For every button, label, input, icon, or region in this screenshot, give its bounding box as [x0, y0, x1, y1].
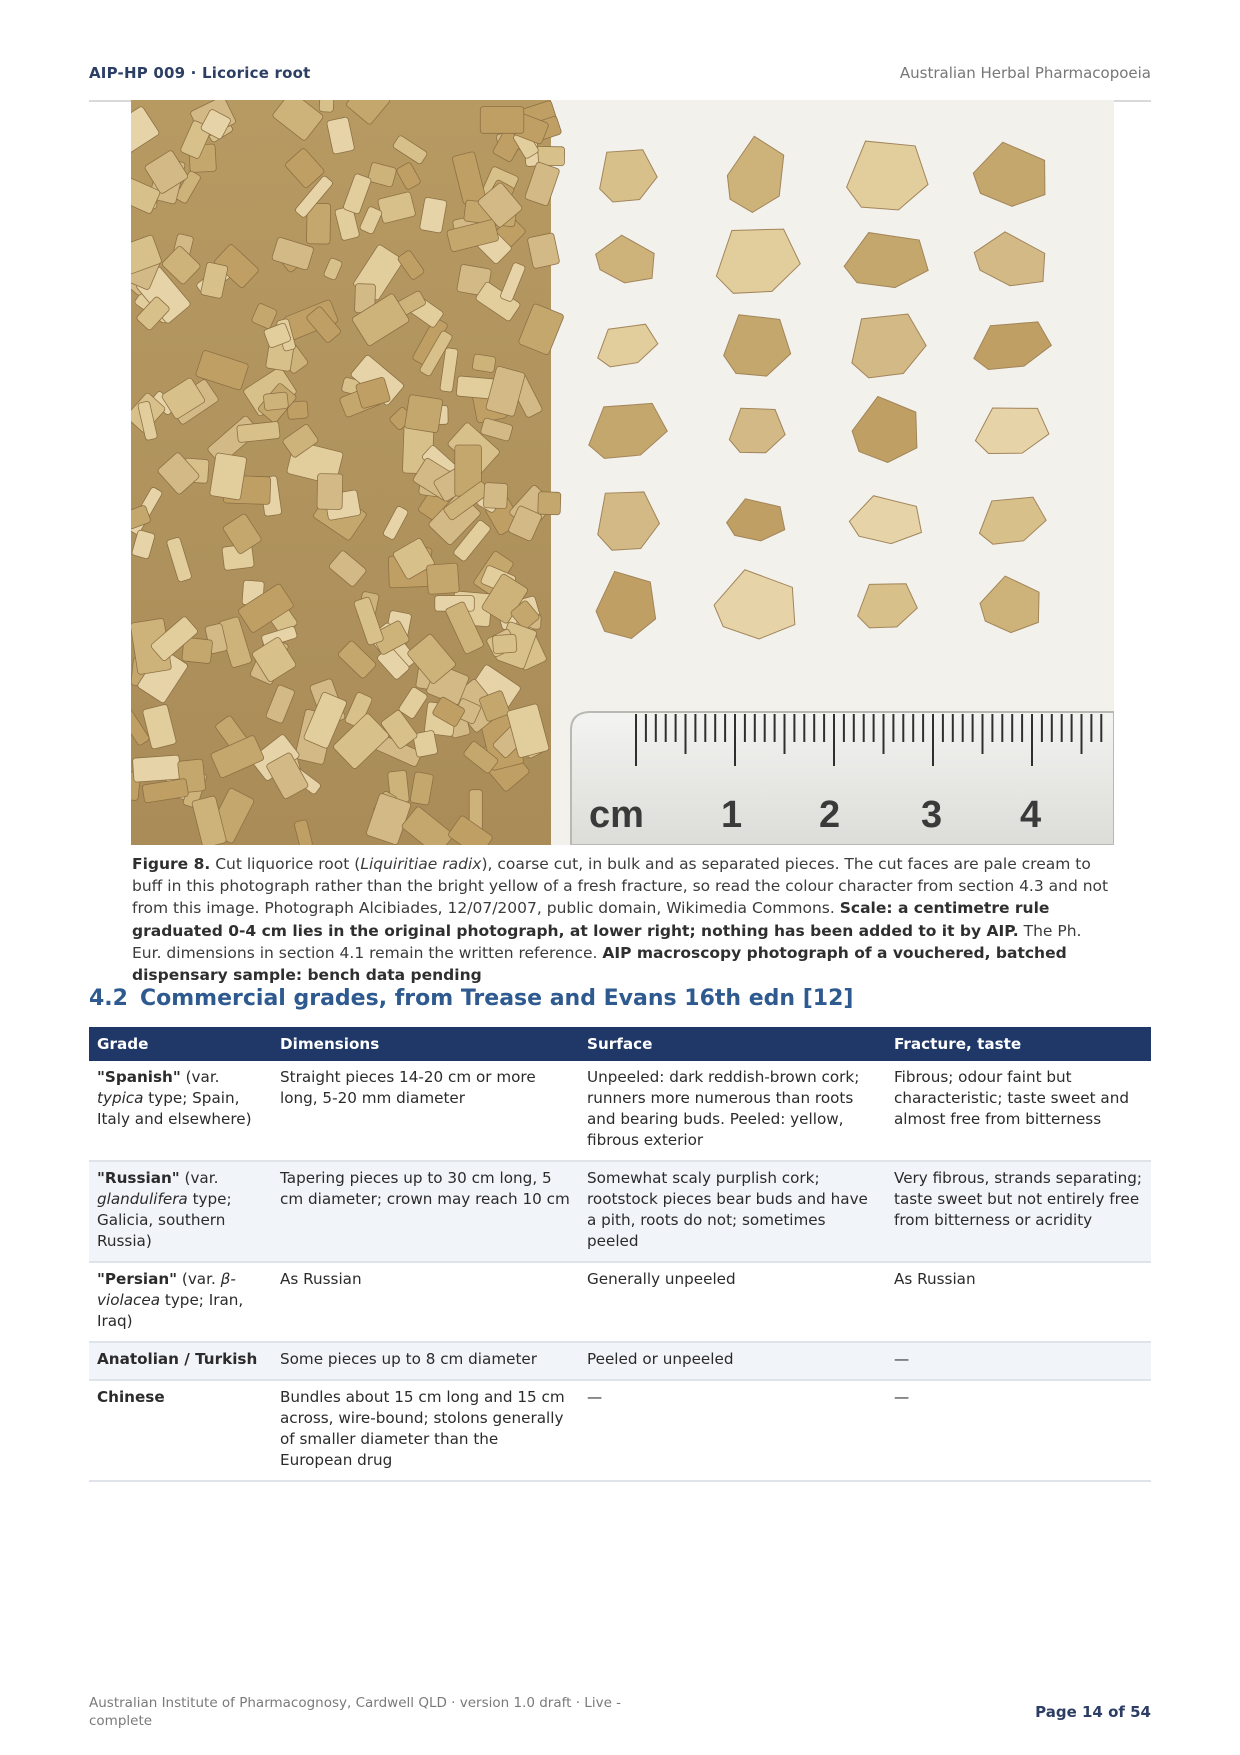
footer-institution: Australian Institute of Pharmacognosy, Cardwell QLD · version 1.0 draft · Live - complete [89, 1695, 622, 1729]
grade-cell: "Persian" (var. β-violacea type; Iran, Iraq) [89, 1262, 272, 1342]
centimetre-ruler [571, 712, 1114, 845]
surface-cell: Unpeeled: dark reddish-brown cork; runners more numerous than roots and bearing buds. Peeled: yellow, fibrous exterior [579, 1061, 886, 1161]
fracture-cell: Fibrous; odour faint but characteristic; taste sweet and almost free from bitterness [886, 1061, 1151, 1161]
dimensions-cell: Some pieces up to 8 cm diameter [272, 1342, 579, 1380]
ruler-number-1: 1 [721, 794, 743, 836]
table-row [89, 1061, 1151, 1161]
table-row [89, 1262, 1151, 1342]
grade-cell: "Russian" (var. glandulifera type; Galicia, southern Russia) [89, 1161, 272, 1262]
root-piece [492, 634, 517, 654]
caption-label: Figure 8. [132, 855, 211, 873]
grade-cell: Chinese [89, 1380, 272, 1481]
root-piece [480, 107, 524, 134]
ruler-number-3: 3 [921, 794, 943, 836]
fracture-cell: — [886, 1380, 1151, 1481]
ruler-number-2: 2 [819, 794, 841, 836]
page-header [89, 64, 1151, 102]
ruler-unit-label: cm [589, 794, 644, 836]
root-piece [472, 354, 496, 373]
dimensions-cell: Tapering pieces up to 30 cm long, 5 cm diameter; crown may reach 10 cm [272, 1161, 579, 1262]
figure-photograph [131, 100, 1114, 845]
section-heading [89, 986, 853, 1011]
root-piece [263, 392, 288, 411]
table-header-row [89, 1027, 1151, 1061]
fracture-cell: Very fibrous, strands separating; taste sweet but not entirely free from bitterness or acridity [886, 1161, 1151, 1262]
dimensions-cell: Straight pieces 14-20 cm or more long, 5-20 mm diameter [272, 1061, 579, 1161]
root-piece [404, 394, 443, 433]
surface-cell: Peeled or unpeeled [579, 1342, 886, 1380]
surface-cell: Generally unpeeled [579, 1262, 886, 1342]
figure-caption: Figure 8. Cut liquorice root (Liquiritiae radix), coarse cut, in bulk and as separated pieces. The cut faces are pale cream to buff in this photograph rather than the bright yellow of a fresh fracture, so read the colour character from section 4.3 and not from this image. Photograph Alcibiades, 12/07/2007, public domain, Wikimedia Commons. Scale: a centimetre rule graduated 0-4 cm lies in the original photograph, at lower right; nothing has been added to it by AIP. The Ph. Eur. dimensions in section 4.1 remain the written reference. AIP macroscopy photograph of a vouchered, batched dispensary sample: bench data pending [132, 855, 1109, 985]
root-piece [132, 755, 180, 782]
root-piece [319, 100, 334, 112]
page-number: Page 14 of 54 [1035, 1703, 1151, 1721]
grade-cell: Anatolian / Turkish [89, 1342, 272, 1380]
ruler-number-4: 4 [1020, 794, 1042, 836]
root-piece [426, 563, 459, 594]
root-piece [538, 492, 561, 515]
grade-cell: "Spanish" (var. typica type; Spain, Italy and elsewhere) [89, 1061, 272, 1161]
column-header-dimensions: Dimensions [272, 1027, 579, 1061]
surface-cell: — [579, 1380, 886, 1481]
document-id: AIP-HP 009 · Licorice root [89, 64, 311, 82]
table-row [89, 1380, 1151, 1481]
column-header-surface: Surface [579, 1027, 886, 1061]
fracture-cell: — [886, 1342, 1151, 1380]
section-title: Commercial grades, from Trease and Evans 16th edn [12] [139, 986, 854, 1011]
dimensions-cell: As Russian [272, 1262, 579, 1342]
fracture-cell: As Russian [886, 1262, 1151, 1342]
table-row [89, 1161, 1151, 1262]
column-header-grade: Grade [89, 1027, 272, 1061]
publication-name: Australian Herbal Pharmacopoeia [899, 64, 1151, 82]
column-header-fracture-taste: Fracture, taste [886, 1027, 1151, 1061]
root-piece [317, 474, 343, 510]
root-piece [210, 453, 247, 501]
table-row [89, 1342, 1151, 1380]
commercial-grades-table [89, 1027, 1151, 1482]
dimensions-cell: Bundles about 15 cm long and 15 cm across, wire-bound; stolons generally of smaller diameter than the European drug [272, 1380, 579, 1481]
surface-cell: Somewhat scaly purplish cork; rootstock pieces bear buds and have a pith, roots do not; sometimes peeled [579, 1161, 886, 1262]
root-piece [483, 483, 508, 509]
section-number: 4.2 [89, 986, 128, 1011]
